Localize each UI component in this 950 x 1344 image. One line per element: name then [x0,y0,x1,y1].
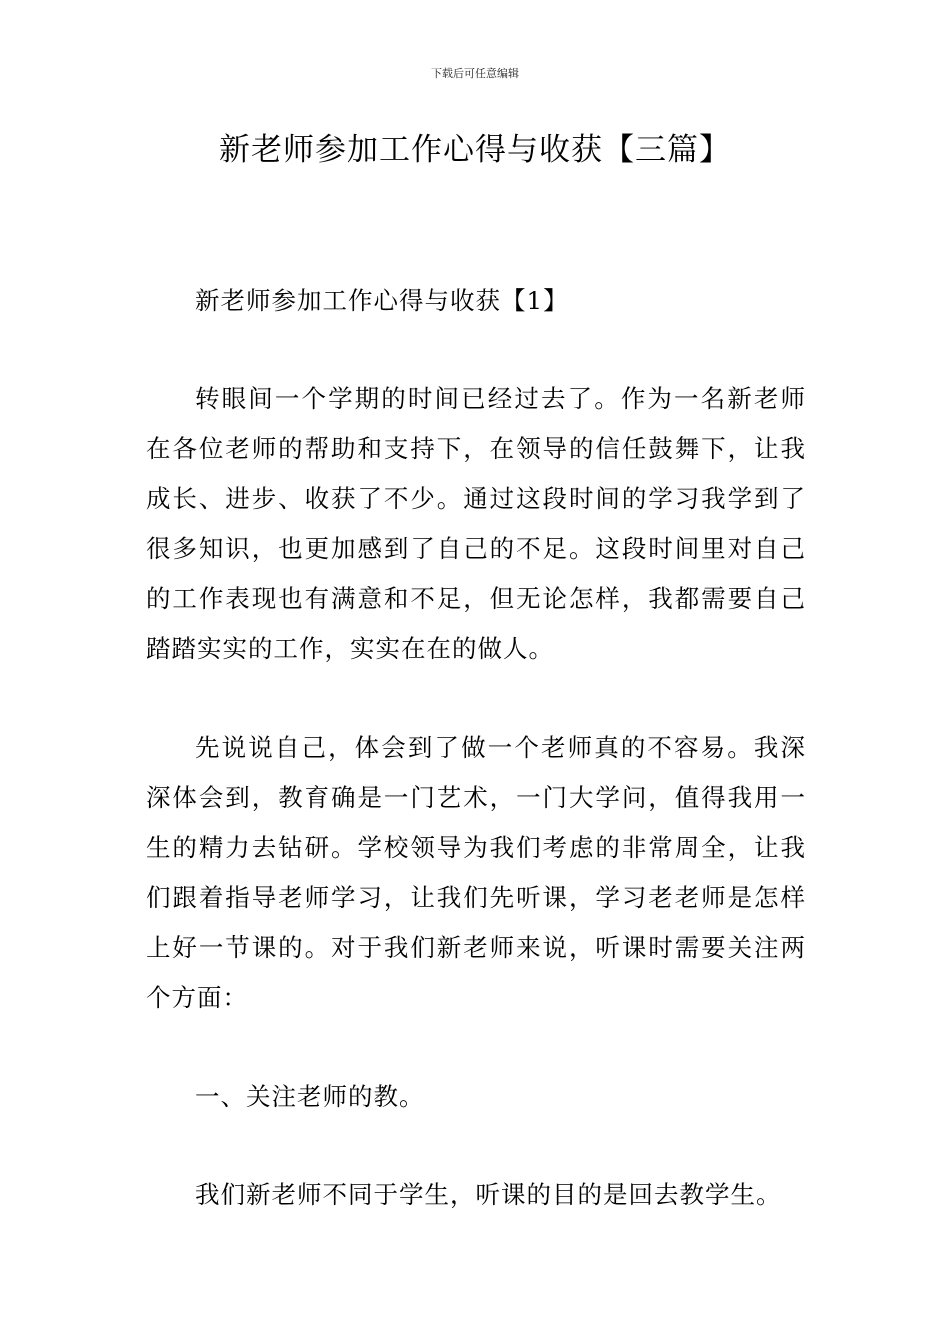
paragraph-1: 转眼间一个学期的时间已经过去了。作为一名新老师在各位老师的帮助和支持下，在领导的信任鼓舞下，让我成长、进步、收获了不少。通过这段时间的学习我学到了很多知识，也更加感到了自己的不足。这段时间里对自己的工作表现也有满意和不足，但无论怎样，我都需要自己踏踏实实的工作，实实在在的做人。 [146,384,806,663]
paragraph-2: 先说说自己，体会到了做一个老师真的不容易。我深深体会到，教育确是一门艺术，一门大学问，值得我用一生的精力去钻研。学校领导为我们考虑的非常周全，让我们跟着指导老师学习，让我们先听课，学习老老师是怎样上好一节课的。对于我们新老师来说，听课时需要关注两个方面： [146,733,806,1012]
section-heading: 新老师参加工作心得与收获【1】 [195,286,569,315]
header-note: 下载后可任意编辑 [431,67,519,80]
paragraph-3: 我们新老师不同于学生，听课的目的是回去教学生。 [195,1180,782,1209]
sub-heading: 一、关注老师的教。 [195,1082,425,1111]
document-title: 新老师参加工作心得与收获【三篇】 [219,132,731,168]
